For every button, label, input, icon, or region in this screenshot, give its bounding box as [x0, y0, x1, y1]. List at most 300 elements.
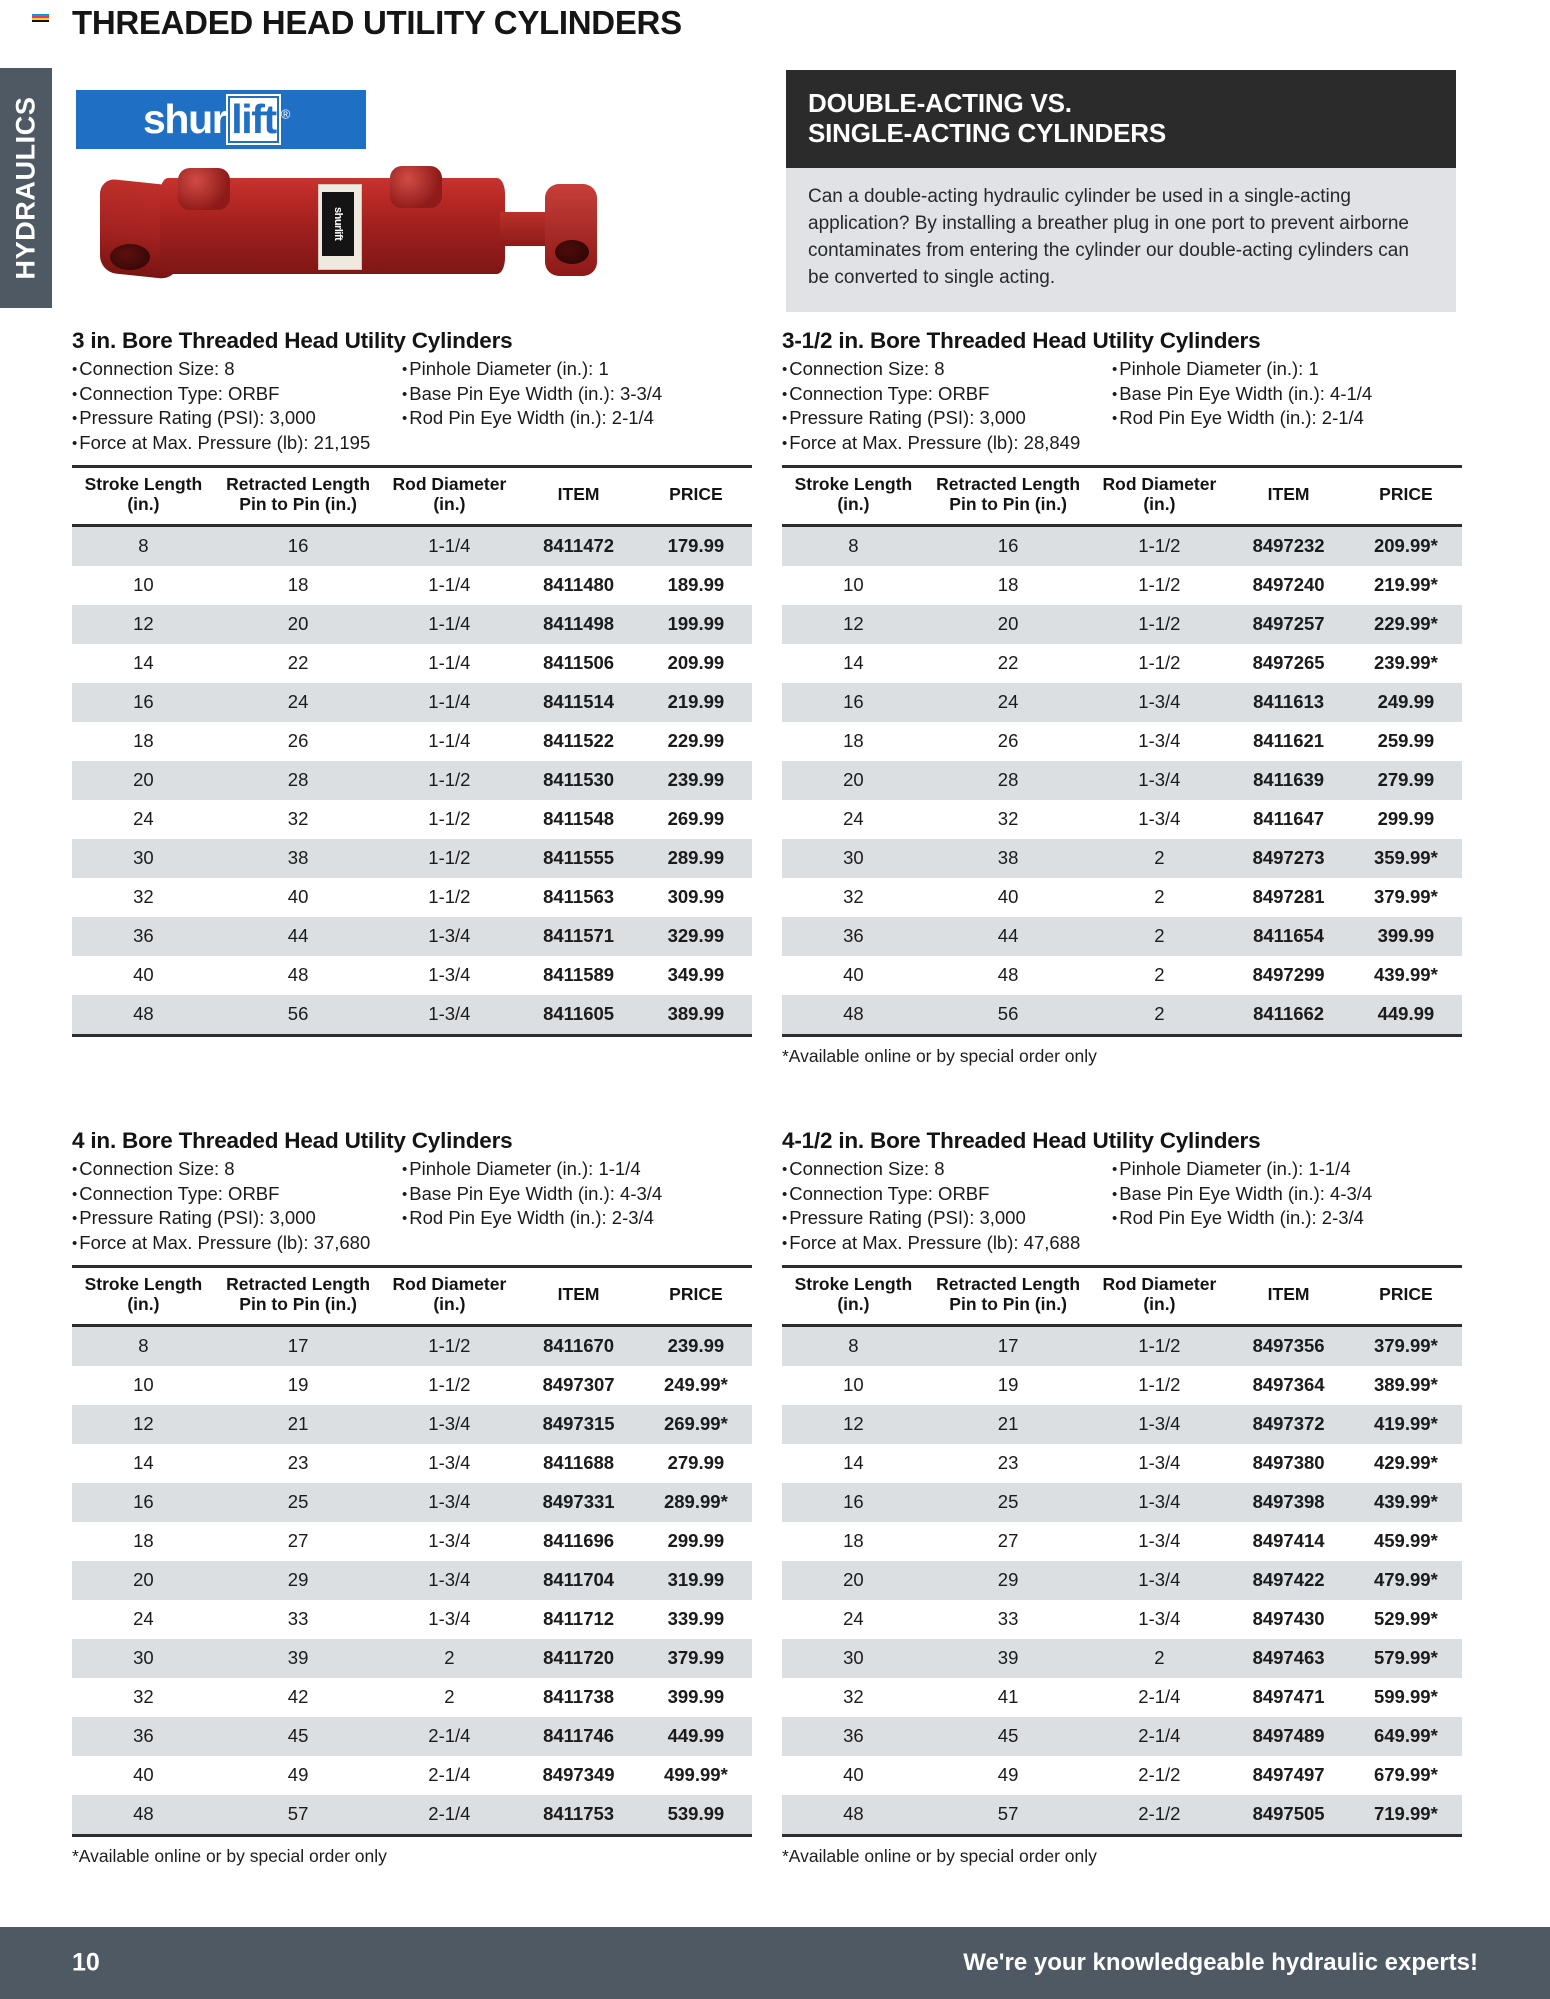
cell-retracted-length: 42 [287, 1686, 309, 1708]
table-row [782, 644, 1462, 683]
cell-stroke-length: 40 [133, 1764, 154, 1786]
cell-rod-diameter: 2 [1154, 964, 1165, 986]
cell-item: 8497257 [1227, 605, 1349, 644]
page-title: THREADED HEAD UTILITY CYLINDERS [72, 4, 682, 41]
cell-rod-diameter: 1-3/4 [1091, 1561, 1227, 1600]
cell-item: 8411480 [543, 574, 615, 596]
col-retracted-length: Retracted Length Pin to Pin (in.) [226, 474, 371, 514]
cylinder-port-2 [390, 166, 442, 208]
cell-price: 269.99 [667, 808, 725, 830]
cell-item: 8497380 [1252, 1452, 1325, 1474]
cell-item: 8497331 [517, 1483, 639, 1522]
table-row [72, 1325, 752, 1366]
cylinder-port-1 [178, 168, 230, 210]
spec-item: • Base Pin Eye Width (in.): 3-3/4 [402, 382, 662, 407]
col-price: PRICE [669, 484, 723, 505]
cell-price: 399.99 [667, 1686, 725, 1708]
cell-stroke-length: 30 [72, 839, 215, 878]
spec-item: • Connection Type: ORBF [72, 382, 402, 407]
cell-retracted-length: 26 [997, 730, 1019, 752]
cell-item: 8497364 [1252, 1374, 1325, 1396]
table-row [782, 839, 1462, 878]
cell-price: 209.99* [1350, 525, 1462, 566]
table-row [782, 878, 1462, 917]
spec-item: • Rod Pin Eye Width (in.): 2-3/4 [1112, 1206, 1372, 1231]
cell-retracted-length: 41 [997, 1686, 1019, 1708]
cell-item: 8497307 [542, 1374, 615, 1396]
cell-stroke-length: 14 [843, 652, 864, 674]
cell-retracted-length: 38 [215, 839, 382, 878]
cell-rod-diameter: 1-1/2 [1091, 525, 1227, 566]
cell-price: 389.99 [640, 995, 752, 1034]
cell-rod-diameter: 1-1/4 [381, 683, 517, 722]
table-row [782, 761, 1462, 800]
cell-price: 379.99* [1350, 1325, 1462, 1366]
cell-rod-diameter: 2-1/4 [381, 1795, 517, 1834]
cell-retracted-length: 57 [925, 1795, 1092, 1834]
spec-item: • Base Pin Eye Width (in.): 4-3/4 [1112, 1182, 1372, 1207]
table-row [782, 956, 1462, 995]
table-row [72, 1483, 752, 1522]
table-row [782, 1483, 1462, 1522]
cell-stroke-length: 48 [782, 995, 925, 1034]
spec-item: • Connection Size: 8 [72, 1157, 402, 1182]
spec-item: • Rod Pin Eye Width (in.): 2-3/4 [402, 1206, 662, 1231]
section-bore-4-5 [782, 1128, 1462, 1867]
cell-rod-diameter: 1-3/4 [1138, 1452, 1181, 1474]
cell-retracted-length: 24 [925, 683, 1092, 722]
cell-rod-diameter: 1-1/4 [381, 605, 517, 644]
cell-price: 379.99 [640, 1639, 752, 1678]
cell-retracted-length: 25 [925, 1483, 1092, 1522]
cell-rod-diameter: 1-3/4 [1091, 761, 1227, 800]
table-row [782, 1756, 1462, 1795]
cell-stroke-length: 14 [843, 1452, 864, 1474]
cell-item: 8411712 [543, 1608, 615, 1630]
cell-item: 8411654 [1227, 917, 1349, 956]
cell-rod-diameter: 1-3/4 [428, 1530, 471, 1552]
cell-rod-diameter: 1-1/2 [1091, 1325, 1227, 1366]
cell-stroke-length: 20 [72, 1561, 215, 1600]
cell-stroke-length: 32 [843, 886, 864, 908]
tip-box-body: Can a double-acting hydraulic cylinder be used in a single-acting application? By installing a breather plug in one port to prevent airborne contaminates from entering the cylinder our double-acting cylinders can be converted to single acting. [786, 168, 1456, 312]
cell-stroke-length: 36 [72, 917, 215, 956]
table-row [72, 644, 752, 683]
cell-rod-diameter: 1-1/2 [1091, 605, 1227, 644]
table-row [72, 878, 752, 917]
table-row [782, 566, 1462, 605]
table-bottom-rule [72, 1834, 752, 1837]
cell-retracted-length: 32 [287, 808, 309, 830]
cell-retracted-length: 33 [287, 1608, 309, 1630]
cell-price: 439.99* [1373, 964, 1438, 986]
cell-stroke-length: 12 [782, 1405, 925, 1444]
cell-price: 319.99 [640, 1561, 752, 1600]
cell-rod-diameter: 1-1/4 [381, 525, 517, 566]
cell-price: 249.99 [1350, 683, 1462, 722]
table-row [782, 1366, 1462, 1405]
cell-retracted-length: 38 [925, 839, 1092, 878]
table-bottom-rule [72, 1034, 752, 1037]
section-specs [782, 1157, 1462, 1255]
col-stroke-length: Stroke Length (in.) [84, 1274, 203, 1314]
table-row [782, 525, 1462, 566]
cell-rod-diameter: 2 [1091, 1639, 1227, 1678]
cell-retracted-length: 28 [215, 761, 382, 800]
cell-stroke-length: 48 [72, 995, 215, 1034]
cell-retracted-length: 21 [925, 1405, 1092, 1444]
cell-retracted-length: 28 [925, 761, 1092, 800]
cell-stroke-length: 32 [133, 886, 154, 908]
cell-item: 8497463 [1227, 1639, 1349, 1678]
cell-retracted-length: 56 [925, 995, 1092, 1034]
cell-stroke-length: 10 [133, 574, 154, 596]
spec-item: • Connection Type: ORBF [72, 1182, 402, 1207]
specs-column-right [402, 1157, 662, 1255]
spec-item: • Pinhole Diameter (in.): 1 [1112, 357, 1372, 382]
cell-item: 8497273 [1227, 839, 1349, 878]
cell-rod-diameter: 2-1/4 [1091, 1717, 1227, 1756]
cell-item: 8411548 [543, 808, 615, 830]
cell-stroke-length: 16 [782, 683, 925, 722]
cell-item: 8411746 [517, 1717, 639, 1756]
spec-item: • Connection Type: ORBF [782, 1182, 1112, 1207]
cell-retracted-length: 18 [287, 574, 309, 596]
tip-box-double-vs-single-acting [786, 70, 1456, 312]
cell-rod-diameter: 1-1/4 [428, 730, 471, 752]
section-title: 4 in. Bore Threaded Head Utility Cylinders [72, 1128, 513, 1153]
table-footnote: *Available online or by special order only [782, 1045, 1097, 1066]
cell-retracted-length: 39 [215, 1639, 382, 1678]
table-row [72, 605, 752, 644]
spec-item: • Force at Max. Pressure (lb): 21,195 [72, 431, 402, 456]
cell-price: 389.99* [1373, 1374, 1438, 1396]
cell-stroke-length: 36 [72, 1717, 215, 1756]
col-stroke-length: Stroke Length (in.) [794, 1274, 913, 1314]
cell-stroke-length: 24 [843, 1608, 864, 1630]
cylinder-rod-eye-hole [555, 240, 589, 264]
cell-item: 8497471 [1252, 1686, 1325, 1708]
section-bore-3-5 [782, 328, 1462, 1067]
section-bore-4 [72, 1128, 752, 1867]
cell-item: 8411514 [517, 683, 639, 722]
section-specs [72, 1157, 752, 1255]
table-body [72, 1325, 752, 1834]
cell-rod-diameter: 1-3/4 [381, 1561, 517, 1600]
specs-column-left [782, 357, 1112, 455]
table-row [72, 995, 752, 1034]
cell-stroke-length: 10 [843, 1374, 864, 1396]
category-tab-hydraulics [0, 68, 52, 308]
price-table [782, 465, 1462, 1033]
cell-price: 449.99 [1350, 995, 1462, 1034]
cell-rod-diameter: 2-1/4 [381, 1717, 517, 1756]
cell-item: 8411720 [517, 1639, 639, 1678]
cell-item: 8411704 [517, 1561, 639, 1600]
cell-price: 289.99* [640, 1483, 752, 1522]
cell-item: 8497281 [1252, 886, 1325, 908]
cell-stroke-length: 12 [72, 605, 215, 644]
spec-item: • Base Pin Eye Width (in.): 4-3/4 [402, 1182, 662, 1207]
cell-retracted-length: 27 [997, 1530, 1019, 1552]
cell-rod-diameter: 2 [1091, 917, 1227, 956]
cell-rod-diameter: 2-1/4 [428, 1764, 471, 1786]
cell-stroke-length: 14 [133, 1452, 154, 1474]
spec-item: • Pressure Rating (PSI): 3,000 [72, 1206, 402, 1231]
cell-stroke-length: 20 [782, 761, 925, 800]
cell-stroke-length: 24 [133, 1608, 154, 1630]
cell-item: 8411647 [1253, 808, 1325, 830]
cell-rod-diameter: 2 [1091, 995, 1227, 1034]
cell-price: 309.99 [667, 886, 725, 908]
cell-item: 8497372 [1227, 1405, 1349, 1444]
table-header-row [782, 467, 1462, 525]
cell-rod-diameter: 2 [381, 1639, 517, 1678]
cell-price: 329.99 [640, 917, 752, 956]
section-title: 3 in. Bore Threaded Head Utility Cylinders [72, 328, 513, 353]
cell-rod-diameter: 1-1/2 [428, 1374, 471, 1396]
col-rod-diameter: Rod Diameter (in.) [392, 474, 507, 514]
spec-item: • Pinhole Diameter (in.): 1-1/4 [1112, 1157, 1372, 1182]
cell-stroke-length: 16 [72, 683, 215, 722]
cell-rod-diameter: 1-3/4 [1138, 1608, 1181, 1630]
table-row [72, 917, 752, 956]
col-price: PRICE [669, 1284, 723, 1305]
cell-price: 429.99* [1373, 1452, 1438, 1474]
col-stroke-length: Stroke Length (in.) [84, 474, 203, 514]
cell-stroke-length: 24 [133, 808, 154, 830]
cell-stroke-length: 8 [72, 525, 215, 566]
cell-item: 8497232 [1227, 525, 1349, 566]
cell-price: 579.99* [1350, 1639, 1462, 1678]
specs-column-left [72, 1157, 402, 1255]
shurlift-logo [76, 90, 366, 149]
cell-retracted-length: 23 [997, 1452, 1019, 1474]
cell-retracted-length: 40 [997, 886, 1019, 908]
cell-price: 339.99 [667, 1608, 725, 1630]
category-tab-label: HYDRAULICS [10, 96, 41, 280]
cell-item: 8411605 [517, 995, 639, 1034]
cell-rod-diameter: 1-1/2 [381, 761, 517, 800]
tip-box-heading-line2: SINGLE-ACTING CYLINDERS [808, 118, 1166, 149]
spec-item: • Pinhole Diameter (in.): 1-1/4 [402, 1157, 662, 1182]
cell-item: 8497422 [1227, 1561, 1349, 1600]
cell-stroke-length: 40 [133, 964, 154, 986]
price-table [72, 1265, 752, 1833]
table-header-row [72, 1267, 752, 1325]
table-row [72, 566, 752, 605]
tip-box-heading-line1: DOUBLE-ACTING VS. [808, 88, 1072, 118]
cell-stroke-length: 40 [843, 1764, 864, 1786]
table-row [782, 605, 1462, 644]
cell-retracted-length: 32 [997, 808, 1019, 830]
spec-item: • Force at Max. Pressure (lb): 47,688 [782, 1231, 1112, 1256]
cell-item: 8411571 [517, 917, 639, 956]
cell-stroke-length: 36 [782, 917, 925, 956]
table-row [782, 1561, 1462, 1600]
cell-retracted-length: 40 [287, 886, 309, 908]
col-rod-diameter: Rod Diameter (in.) [392, 1274, 507, 1314]
cell-rod-diameter: 1-3/4 [381, 917, 517, 956]
cell-retracted-length: 44 [215, 917, 382, 956]
cell-retracted-length: 29 [925, 1561, 1092, 1600]
cell-item: 8411639 [1227, 761, 1349, 800]
table-header-row [782, 1267, 1462, 1325]
page-footer [0, 1927, 1550, 1999]
cell-item: 8497414 [1252, 1530, 1325, 1552]
cell-item: 8497430 [1252, 1608, 1325, 1630]
cell-price: 219.99 [640, 683, 752, 722]
cell-retracted-length: 57 [215, 1795, 382, 1834]
cell-rod-diameter: 2-1/2 [1091, 1795, 1227, 1834]
table-row [72, 1717, 752, 1756]
cell-stroke-length: 20 [72, 761, 215, 800]
table-row [782, 1678, 1462, 1717]
cell-retracted-length: 45 [215, 1717, 382, 1756]
table-row [72, 1639, 752, 1678]
cell-price: 239.99 [640, 761, 752, 800]
cylinder-base-eye-hole [110, 244, 150, 270]
cell-item: 8411696 [543, 1530, 615, 1552]
cell-item: 8497497 [1252, 1764, 1325, 1786]
cell-retracted-length: 16 [925, 525, 1092, 566]
cell-price: 679.99* [1373, 1764, 1438, 1786]
cell-retracted-length: 56 [215, 995, 382, 1034]
cell-item: 8411753 [517, 1795, 639, 1834]
cell-stroke-length: 8 [72, 1325, 215, 1366]
table-bottom-rule [782, 1034, 1462, 1037]
cell-stroke-length: 18 [133, 730, 154, 752]
section-title: 3-1/2 in. Bore Threaded Head Utility Cylinders [782, 328, 1261, 353]
cell-rod-diameter: 1-1/2 [428, 886, 471, 908]
cell-rod-diameter: 2 [1154, 886, 1165, 908]
col-item: ITEM [1267, 1284, 1310, 1305]
table-row [72, 1561, 752, 1600]
cell-price: 479.99* [1350, 1561, 1462, 1600]
cell-stroke-length: 12 [72, 1405, 215, 1444]
cell-stroke-length: 48 [72, 1795, 215, 1834]
cell-price: 269.99* [640, 1405, 752, 1444]
table-row [782, 1325, 1462, 1366]
cell-item: 8497240 [1252, 574, 1325, 596]
specs-column-right [1112, 1157, 1372, 1255]
spec-item: • Connection Size: 8 [72, 357, 402, 382]
cell-retracted-length: 44 [925, 917, 1092, 956]
table-row [72, 1522, 752, 1561]
price-table [782, 1265, 1462, 1833]
cell-retracted-length: 24 [215, 683, 382, 722]
cell-retracted-length: 17 [215, 1325, 382, 1366]
spec-item: • Rod Pin Eye Width (in.): 2-1/4 [402, 406, 662, 431]
cell-item: 8411589 [543, 964, 615, 986]
cell-stroke-length: 40 [843, 964, 864, 986]
cell-item: 8497356 [1227, 1325, 1349, 1366]
cell-price: 279.99 [1350, 761, 1462, 800]
table-row [782, 1444, 1462, 1483]
product-photo-hydraulic-cylinder [100, 160, 660, 305]
cell-retracted-length: 26 [287, 730, 309, 752]
cell-price: 199.99 [640, 605, 752, 644]
cell-stroke-length: 8 [782, 525, 925, 566]
section-bore-3 [72, 328, 752, 1037]
cell-retracted-length: 48 [287, 964, 309, 986]
spec-item: • Connection Type: ORBF [782, 382, 1112, 407]
cell-item: 8497265 [1252, 652, 1325, 674]
cell-rod-diameter: 2 [444, 1686, 455, 1708]
cell-price: 179.99 [640, 525, 752, 566]
cell-rod-diameter: 1-3/4 [381, 1483, 517, 1522]
table-row [782, 1717, 1462, 1756]
cell-price: 379.99* [1373, 886, 1438, 908]
cell-rod-diameter: 1-3/4 [1091, 683, 1227, 722]
cell-stroke-length: 18 [843, 1530, 864, 1552]
cell-item: 8411621 [1253, 730, 1325, 752]
col-retracted-length: Retracted Length Pin to Pin (in.) [226, 1274, 371, 1314]
cell-price: 399.99 [1350, 917, 1462, 956]
cell-price: 359.99* [1350, 839, 1462, 878]
cell-retracted-length: 19 [287, 1374, 309, 1396]
table-row [72, 761, 752, 800]
spec-item: • Force at Max. Pressure (lb): 37,680 [72, 1231, 402, 1256]
cell-item: 8411662 [1227, 995, 1349, 1034]
cell-item: 8411563 [543, 886, 615, 908]
cell-rod-diameter: 1-1/4 [428, 652, 471, 674]
table-row [72, 525, 752, 566]
cell-price: 439.99* [1350, 1483, 1462, 1522]
spec-item: • Connection Size: 8 [782, 357, 1112, 382]
cell-retracted-length: 49 [997, 1764, 1019, 1786]
cell-retracted-length: 20 [925, 605, 1092, 644]
cell-stroke-length: 8 [782, 1325, 925, 1366]
table-row [72, 956, 752, 995]
cell-rod-diameter: 1-3/4 [1138, 1530, 1181, 1552]
section-specs [782, 357, 1462, 455]
spec-item: • Connection Size: 8 [782, 1157, 1112, 1182]
cell-stroke-length: 14 [133, 652, 154, 674]
cell-rod-diameter: 1-3/4 [1138, 808, 1181, 830]
cell-price: 279.99 [667, 1452, 725, 1474]
spec-item: • Rod Pin Eye Width (in.): 2-1/4 [1112, 406, 1372, 431]
cell-retracted-length: 23 [287, 1452, 309, 1474]
cell-stroke-length: 16 [782, 1483, 925, 1522]
cell-item: 8497315 [517, 1405, 639, 1444]
cell-price: 229.99 [667, 730, 725, 752]
cell-rod-diameter: 1-1/2 [381, 1325, 517, 1366]
cell-price: 209.99 [667, 652, 725, 674]
table-row [72, 1678, 752, 1717]
table-row [782, 1795, 1462, 1834]
cell-rod-diameter: 1-3/4 [1091, 1405, 1227, 1444]
cell-retracted-length: 22 [997, 652, 1019, 674]
spec-item: • Pressure Rating (PSI): 3,000 [72, 406, 402, 431]
cell-price: 419.99* [1350, 1405, 1462, 1444]
cell-retracted-length: 16 [215, 525, 382, 566]
cell-stroke-length: 18 [133, 1530, 154, 1552]
cell-stroke-length: 20 [782, 1561, 925, 1600]
cell-stroke-length: 30 [782, 1639, 925, 1678]
cell-retracted-length: 45 [925, 1717, 1092, 1756]
table-row [72, 1600, 752, 1639]
cell-item: 8411738 [543, 1686, 615, 1708]
cell-item: 8497505 [1227, 1795, 1349, 1834]
cell-item: 8411530 [517, 761, 639, 800]
cell-item: 8411670 [517, 1325, 639, 1366]
cell-retracted-length: 20 [215, 605, 382, 644]
cell-rod-diameter: 2 [1091, 839, 1227, 878]
table-row [782, 683, 1462, 722]
col-retracted-length: Retracted Length Pin to Pin (in.) [936, 1274, 1081, 1314]
cell-retracted-length: 33 [997, 1608, 1019, 1630]
